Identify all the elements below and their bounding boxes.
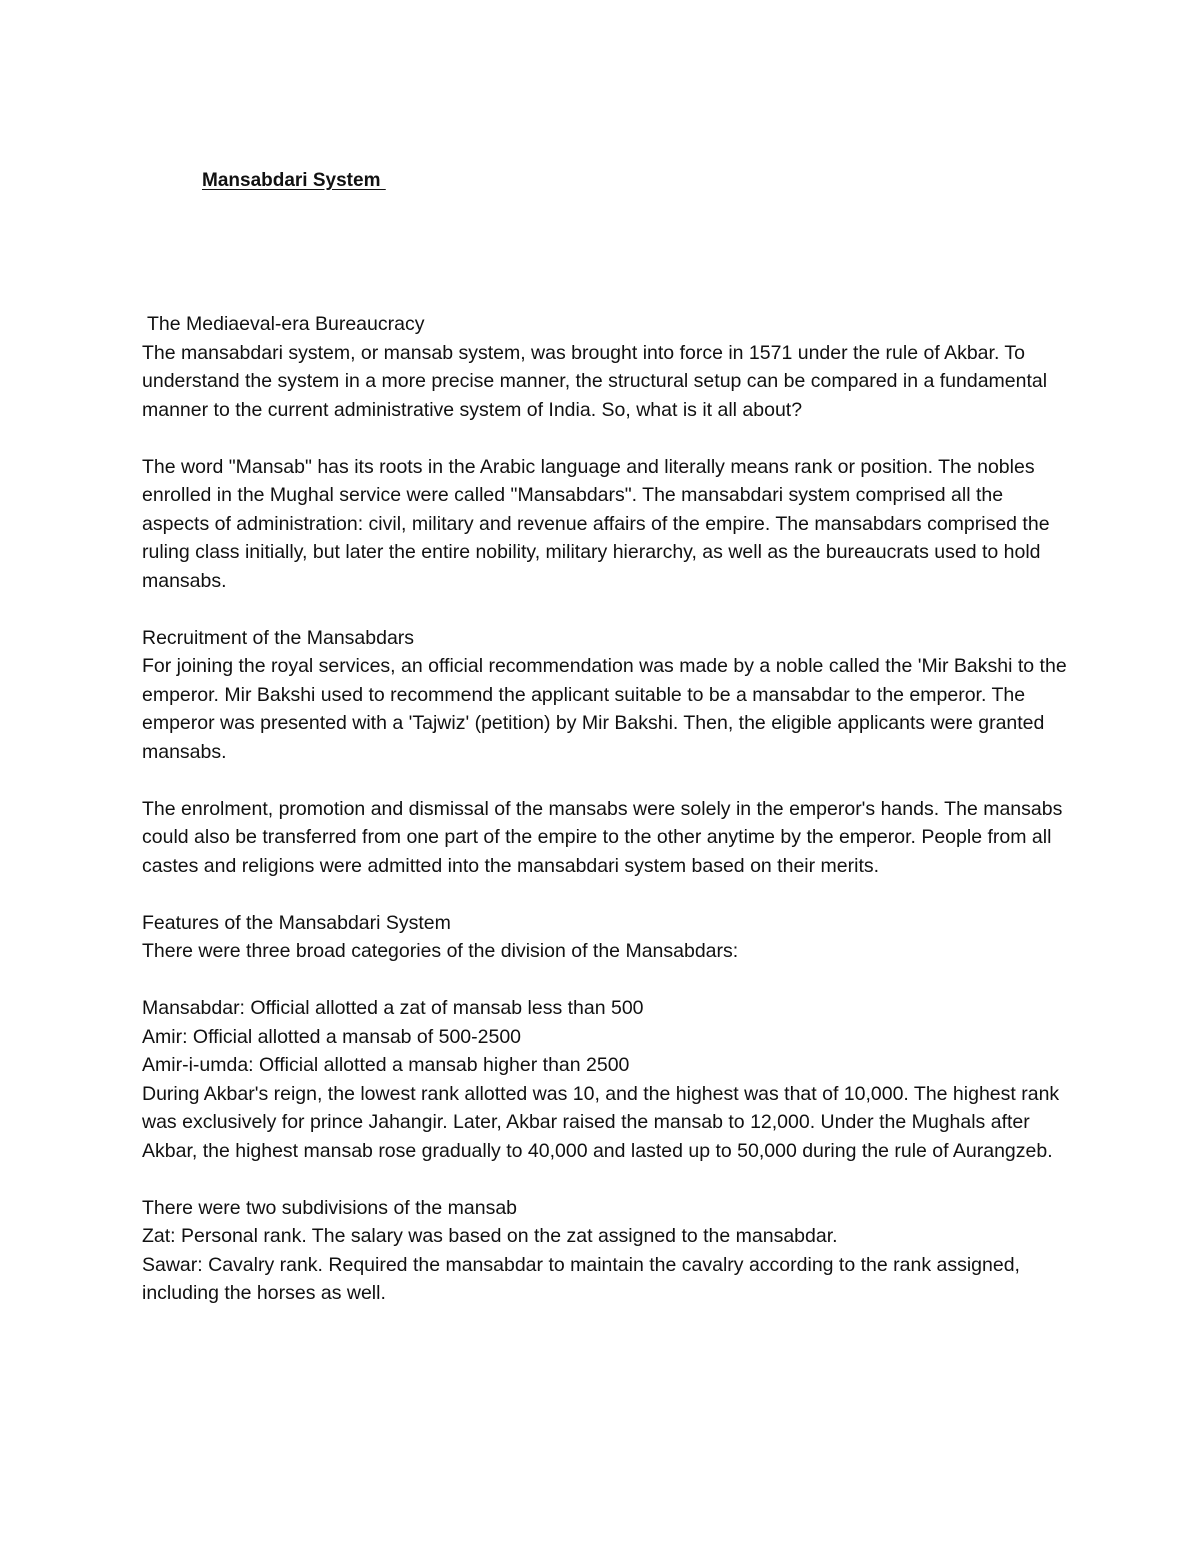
paragraph-gap [142,1165,1072,1194]
section-heading-recruitment: Recruitment of the Mansabdars [142,626,415,649]
paragraph-gap [142,966,1072,995]
category-amir: Amir: Official allotted a mansab of 500-2500 [142,1025,522,1048]
subdivision-zat: Zat: Personal rank. The salary was based on the zat assigned to the mansabdar. [142,1225,838,1247]
document-body [142,310,1072,1308]
paragraph-mansab-meaning: The word "Mansab" has its roots in the Arabic language and literally means rank or position. The nobles enrolled in the Mughal service were called "Mansabdars". The mansabdari system comprised all the aspects of administration: civil, military and revenue affairs of the empire. The mansabdars comprised the ruling class initially, but later the entire nobility, military hierarchy, as well as the bureaucrats used to hold mansabs. [142,455,1050,592]
paragraph-intro: The mansabdari system, or mansab system, was brought into force in 1571 under the rule of Akbar. To understand the system in a more precise manner, the structural setup can be compared in a fundamental manner to the current administrative system of India. So, what is it all about? [142,341,1048,421]
category-mansabdar: Mansabdar: Official allotted a zat of mansab less than 500 [142,997,644,1019]
subdivision-sawar: Sawar: Cavalry rank. Required the mansabdar to maintain the cavalry according to the rank assigned, including the horses as well. [142,1253,1020,1304]
paragraph-recruitment: For joining the royal services, an official recommendation was made by a noble called the 'Mir Bakshi to the emperor. Mir Bakshi used to recommend the applicant suitable to be a mansabdar to the emperor. The emperor was presented with a 'Tajwiz' (petition) by Mir Bakshi. Then, the eligible applicants were granted mansabs. [142,655,1067,763]
paragraph-gap [142,424,1072,453]
paragraph-gap [142,880,1072,909]
category-amir-i-umda: Amir-i-umda: Official allotted a mansab higher than 2500 [142,1054,630,1076]
section-heading-bureaucracy: The Mediaeval-era Bureaucracy [147,313,425,335]
section-heading-subdivisions: There were two subdivisions of the mansab [142,1196,518,1219]
paragraph-categories-intro: There were three broad categories of the division of the Mansabdars: [142,940,739,962]
paragraph-ranks: During Akbar's reign, the lowest rank allotted was 10, and the highest was that of 10,000. The highest rank was exclusively for prince Jahangir. Later, Akbar raised the mansab to 12,000. Under the Mughals after Akbar, the highest mansab rose gradually to 40,000 and lasted up to 50,000 during the rule of Aurangzeb. [142,1082,1060,1162]
paragraph-gap [142,766,1072,795]
document-title: Mansabdari System [202,170,386,191]
section-heading-features: Features of the Mansabdari System [142,911,451,934]
paragraph-enrolment: The enrolment, promotion and dismissal of the mansabs were solely in the emperor's hands. The mansabs could also be transferred from one part of the empire to the other anytime by the emperor. People from all castes and religions were admitted into the mansabdari system based on their merits. [142,797,1063,877]
paragraph-gap [142,595,1072,624]
